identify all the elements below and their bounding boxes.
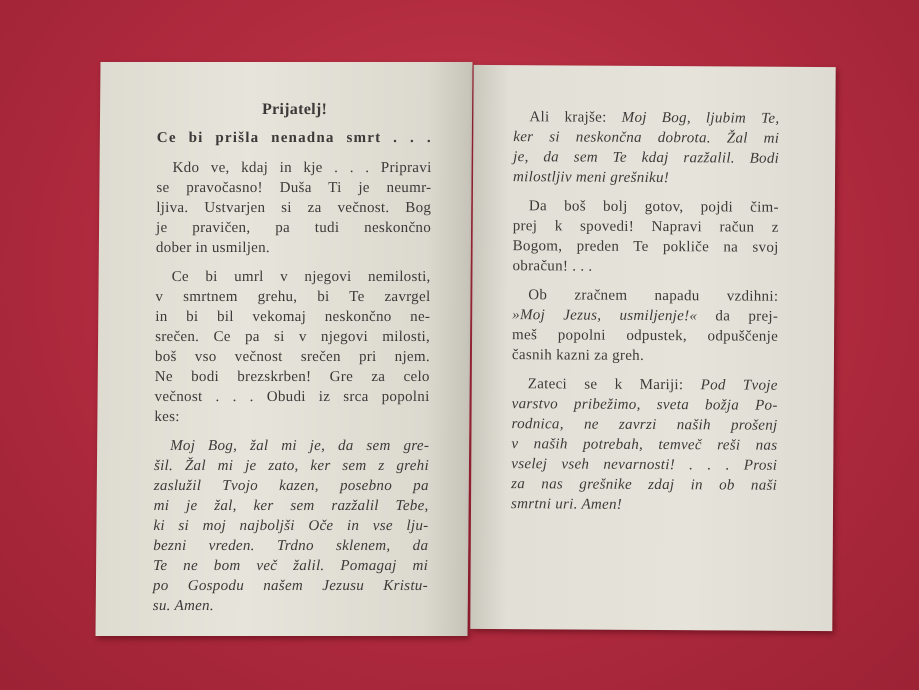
text-line bbox=[155, 287, 430, 307]
italic-text: milostljiv meni grešniku! bbox=[512, 169, 670, 187]
text-line bbox=[153, 576, 428, 596]
italic-text: Te ne bom več žalil. Pomagaj mi bbox=[153, 558, 429, 574]
text-line bbox=[153, 536, 428, 556]
text-line bbox=[153, 556, 428, 576]
text-line bbox=[511, 454, 777, 476]
italic-text: v naših potrebah, temveč reši nas bbox=[511, 436, 778, 454]
paragraph bbox=[512, 196, 778, 278]
text: Zateci se k Mariji: bbox=[527, 376, 701, 394]
italic-text: Pod Tvoje bbox=[700, 377, 778, 394]
italic-text: šil. Žal mi je zato, ker sem z grehi bbox=[153, 458, 430, 474]
text-line bbox=[156, 218, 431, 238]
text: ljiva. Ustvarjen si za večnost. Bog bbox=[156, 200, 432, 216]
text: Ce bi umrl v njegovi nemilosti, bbox=[171, 269, 431, 285]
text: Kdo ve, kdaj in kje . . . Pripravi bbox=[172, 160, 432, 176]
text-line bbox=[154, 476, 429, 496]
text-line bbox=[156, 178, 431, 198]
text: dober in usmiljen. bbox=[155, 240, 271, 256]
text-line bbox=[512, 325, 778, 347]
text-line bbox=[512, 345, 778, 367]
text-line bbox=[154, 387, 429, 407]
text-line bbox=[513, 127, 779, 149]
italic-text: vselej vseh nevarnosti! . . . Prosi bbox=[511, 456, 778, 474]
italic-text: mi je žal, ker sem razžalil Tebe, bbox=[153, 498, 429, 514]
text-line bbox=[513, 196, 779, 218]
text-line bbox=[154, 496, 429, 516]
italic-text: po Gospodu našem Jezusu Kristu- bbox=[152, 578, 429, 594]
italic-text: su. Amen. bbox=[152, 598, 214, 614]
italic-text: Moj Bog, ljubim Te, bbox=[621, 109, 780, 127]
text-line bbox=[156, 158, 431, 178]
text-line bbox=[154, 456, 429, 476]
italic-text: za nas grešnike zdaj in ob naši bbox=[511, 476, 778, 494]
text: večnost . . . Obudi iz srca popolni bbox=[154, 389, 430, 405]
text-line bbox=[156, 238, 431, 258]
text-line bbox=[154, 407, 429, 427]
left-paragraphs bbox=[153, 158, 432, 616]
text-line bbox=[513, 107, 779, 129]
text: meš popolni odpustek, odpuščenje bbox=[512, 327, 779, 345]
paragraph bbox=[511, 374, 778, 516]
paragraph bbox=[513, 107, 779, 189]
italic-text: je, da sem Te kdaj razžalil. Bodi bbox=[513, 149, 780, 167]
text: kes: bbox=[154, 409, 180, 425]
text-line bbox=[512, 374, 778, 396]
italic-text: »Moj Jezus, usmiljenje!« bbox=[512, 307, 716, 325]
text-line bbox=[154, 436, 429, 456]
text: obračun! . . . bbox=[512, 258, 593, 275]
text: Bogom, preden Te pokliče na svoj bbox=[512, 238, 779, 256]
text-line bbox=[511, 474, 777, 496]
paragraph bbox=[156, 158, 432, 258]
italic-text: ki si moj najboljši Oče in vse lju- bbox=[153, 518, 429, 534]
text-line bbox=[511, 414, 777, 436]
left-page bbox=[95, 62, 472, 636]
text-line bbox=[513, 147, 779, 169]
left-page-text bbox=[153, 100, 433, 625]
text: v smrtnem grehu, bi Te zavrgel bbox=[155, 289, 431, 305]
right-page-text bbox=[511, 107, 780, 525]
right-page bbox=[470, 65, 835, 631]
text-line bbox=[511, 494, 777, 516]
text-line bbox=[155, 327, 430, 347]
right-paragraphs bbox=[511, 107, 779, 516]
text-line bbox=[512, 285, 778, 307]
text-line bbox=[512, 305, 778, 327]
text: boš vso večnost srečen pri njem. bbox=[154, 349, 431, 365]
text: in bi bil vekomaj neskončno ne- bbox=[155, 309, 431, 325]
text: je pravičen, pa tudi neskončno bbox=[155, 220, 432, 236]
text: Ne bodi brezskrben! Gre za celo bbox=[154, 369, 430, 385]
paragraph bbox=[512, 285, 778, 367]
text: se pravočasno! Duša Ti je neumr- bbox=[156, 180, 432, 196]
paragraph bbox=[153, 436, 430, 616]
text-line bbox=[155, 367, 430, 387]
text-line bbox=[156, 198, 431, 218]
page-subtitle: Ce bi prišla nenadna smrt . . . bbox=[156, 130, 432, 146]
italic-text: Moj Bog, žal mi je, da sem gre- bbox=[170, 438, 430, 454]
text: Da boš bolj gotov, pojdi čim- bbox=[528, 198, 779, 216]
italic-text: rodnica, ne zavrzi naših prošenj bbox=[511, 416, 778, 434]
text-line bbox=[155, 347, 430, 367]
text: časnih kazni za greh. bbox=[511, 347, 645, 364]
text-line bbox=[511, 434, 777, 456]
text-line bbox=[513, 236, 779, 258]
text: da prej- bbox=[715, 308, 779, 325]
italic-text: ker si neskončna dobrota. Žal mi bbox=[513, 129, 780, 147]
italic-text: zaslužil Tvojo kazen, posebno pa bbox=[153, 478, 429, 494]
text-line bbox=[513, 216, 779, 238]
text-line bbox=[512, 256, 778, 278]
page-title: Prijatelj! bbox=[261, 101, 328, 118]
text: Ob zračnem napadu vzdihni: bbox=[528, 287, 779, 305]
text-line bbox=[153, 516, 428, 536]
italic-text: varstvo pribežimo, sveta božja Po- bbox=[511, 396, 778, 414]
italic-text: bezni vreden. Trdno sklenem, da bbox=[153, 538, 429, 554]
text: srečen. Ce pa si v njegovi milosti, bbox=[155, 329, 431, 345]
text-line bbox=[153, 596, 428, 616]
text: prej k spovedi! Napravi račun z bbox=[512, 218, 779, 236]
text-line bbox=[155, 307, 430, 327]
text-line bbox=[512, 394, 778, 416]
text-line bbox=[156, 267, 431, 287]
paragraph bbox=[154, 267, 430, 427]
italic-text: smrtni uri. Amen! bbox=[510, 496, 623, 513]
text: Ali krajše: bbox=[529, 109, 622, 126]
text-line bbox=[513, 167, 779, 189]
